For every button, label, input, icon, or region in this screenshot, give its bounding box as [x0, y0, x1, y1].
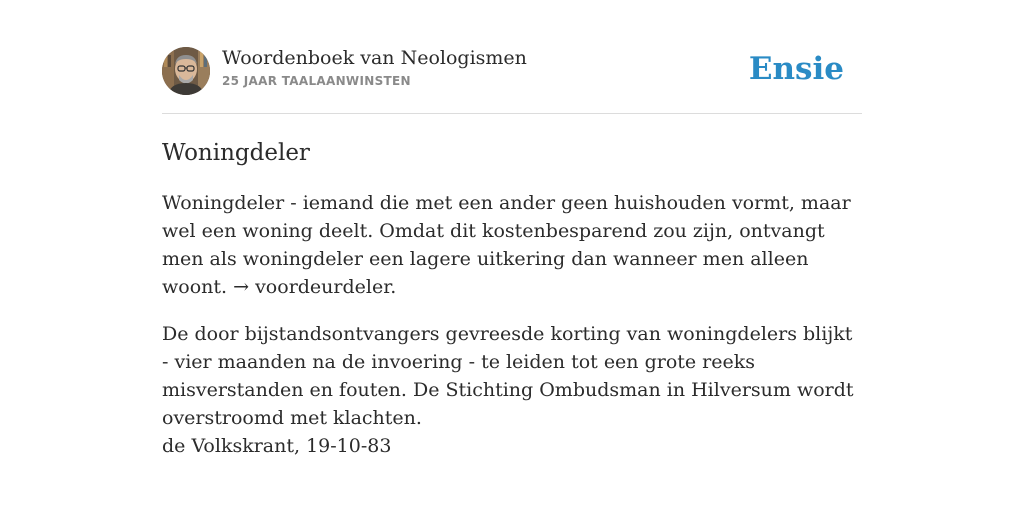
entry-title: Woningdeler — [162, 140, 310, 166]
arrow-icon: → — [233, 276, 250, 298]
definition-text: Woningdeler - iemand die met een ander geen huishouden vormt, maar wel een woning deelt. Omdat dit kostenbesparend zou zijn, ontvangt men als woningdeler een lagere uitkering dan wanneer men alleen woont. — [162, 192, 851, 298]
source-info — [222, 46, 527, 89]
quote-text: De door bijstandsontvangers gevreesde korting van woningdelers blijkt - vier maanden na de invoering - te leiden tot een grote reeks misverstanden en fouten. De Stichting Ombudsman in Hilversum wordt overstroomd met klachten. — [162, 323, 854, 429]
author-portrait-icon[interactable] — [162, 47, 210, 95]
link-suffix: . — [390, 276, 397, 298]
definition-paragraph — [162, 189, 862, 301]
header — [162, 46, 862, 114]
quote-paragraph — [162, 320, 862, 460]
avatar-image — [162, 47, 210, 95]
quote-source: de Volkskrant, 19-10-83 — [162, 435, 392, 457]
source-subtitle: 25 JAAR TAALAANWINSTEN — [222, 74, 411, 88]
related-term-link[interactable]: voordeurdeler — [255, 276, 391, 298]
source-title[interactable]: Woordenboek van Neologismen — [222, 47, 527, 69]
brand-logo[interactable]: Ensie — [748, 51, 844, 87]
entry-page — [162, 0, 862, 460]
